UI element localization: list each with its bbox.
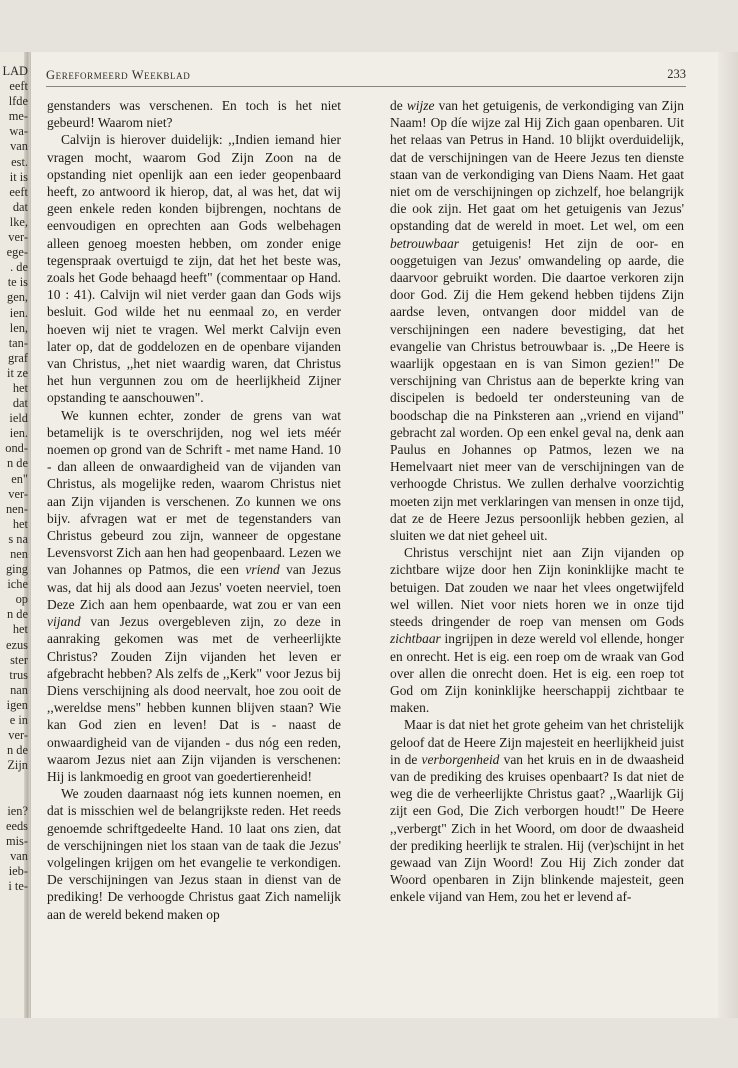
gutter-fragment: ege- [6,245,28,260]
left-column [47,97,341,923]
paragraph [390,716,684,905]
italic-text: betrouwbaar [390,235,459,251]
gutter-fragment: ezus [5,637,28,652]
italic-text: vijand [47,614,81,630]
italic-text: zichtbaar [390,631,441,647]
text-run: van Jezus overgebleven zijn, zo deze in aanraking gekomen was met de verheerlijkte Christus? Zouden Zijn vijanden het leven er afgebracht hebben? Als zelfs de ,,Kerk" voor Jezus bij Diens verschijning als dood neervalt, hoe zou ooit de ,,wereldse mens" hebben kunnen blijven staan? Wie kan God zien en leven! Dat is - naast de onwaardigheid van de vijanden - dus nóg een reden, waarom Jezus niet aan Zijn vijanden is verschenen: Hij is lankmoedig en groot van goedertierenheid! [47,614,341,784]
paragraph [390,544,684,716]
gutter-fragment: het [12,380,28,395]
gutter-fragment: en" [11,471,28,486]
gutter-fragment: ging [5,562,28,577]
gutter-fragment [0,789,28,804]
gutter-fragment: gen, [7,290,28,305]
gutter-fragment: trus [9,667,28,682]
page-shadow [718,52,738,1018]
gutter-fragment: s na [8,531,28,546]
gutter-fragment: it ze [7,365,28,380]
text-run: de [390,98,407,113]
gutter-fragment: i te- [8,879,28,894]
gutter-fragment: len, [9,320,28,335]
paragraph [47,407,341,785]
gutter-fragment: LAD [2,64,28,78]
gutter-fragment: ver- [8,728,28,743]
gutter-fragment: nen- [5,501,28,516]
gutter-fragment: van [10,139,28,154]
right-column [390,97,684,906]
paragraph: We zouden daarnaast nóg iets kunnen noemen, en dat is misschien wel de belangrijkste reden. Het reeds genoemde schriftgedeelte Hand. 10 laat ons zien, dat de verschijningen niet los staan van de taak die Jezus' volgelingen krijgen om het evangelie te verkondigen. De verschijningen van Jezus staan in dienst van de prediking! De verhoogde Christus gaat Zich namelijk aan de wereld bekend maken op [47,786,341,922]
gutter-fragment: het [12,516,28,531]
gutter-fragment: ield [9,411,28,426]
text-run: van het getuigenis, de verkondiging van Zijn Naam! Op díe wijze zal Hij Zich gaan openbaren. Uit het relaas van Petrus in Hand. 10 blijkt overduidelijk, dat de verschijningen van de Heere Jezus ten dienste staan van de verkondiging van Diens Naam. Het gaat niet om de verschijningen op zichzelf, hoe belangrijk die ook zijn. Het gaat om het getuigenis van Jezus' opstanding dat de wereld in moet. Let wel, om een [390,98,684,234]
publication-title: Gereformeerd Weekblad [46,68,191,82]
gutter-fragment: igen [6,697,28,712]
gutter-fragment: nan [10,682,28,697]
gutter-fragment: mis- [5,833,28,848]
running-header [46,66,686,87]
gutter-fragment: est. [11,154,28,169]
text-run: van Jezus was, dat hij als dood aan Jezus' voeten neerviel, toen Deze Zich aan hem openbaarde, wat zou er van een [47,562,341,612]
previous-page-text-fragments [0,64,28,894]
text-run: We kunnen echter, zonder de grens van wat betamelijk is te overschrijden, nog wel iets méér noemen op grond van de Schrift - met name Hand. 10 - dan alleen de onwaardigheid van de vijanden van Christus, als mogelijke reden, waarom Christus niet aan Zijn vijanden is verschenen. Zo kunnen we ons bijv. afvragen wat er met de tegenstanders van Christus gebeurd zou zijn, wanneer de opgestane Levensvorst Zich aan hen had geopenbaard. Lezen we van Johannes op Patmos, die een [47,407,341,578]
gutter-fragment: te is [7,275,28,290]
gutter-fragment: n de [7,456,28,471]
italic-text: wijze [406,98,435,113]
gutter-fragment: iche [7,577,28,592]
gutter-fragment: e in [9,713,28,728]
text-run: Maar is dat niet het grote geheim van het christelijk geloof dat de Heere Zijn majesteit en heerlijkheid juist in de [390,717,684,767]
gutter-fragment [0,773,28,788]
italic-text: verborgenheid [421,751,500,767]
gutter-fragment: it is [9,169,28,184]
paragraph: genstanders was verschenen. En toch is het niet gebeurd! Waarom niet? [47,98,341,131]
gutter-fragment: tan- [8,335,28,350]
gutter-fragment: graf [8,350,28,365]
italic-text: vriend [245,562,280,578]
gutter-fragment: ien. [9,305,28,320]
gutter-fragment: . de [10,260,28,275]
gutter-fragment: eeft [9,79,28,94]
gutter-fragment: ster [10,652,28,667]
paragraph: Calvijn is hierover duidelijk: ,,Indien iemand hier vragen mocht, waarom God Zijn Zoon na de opstanding niet openlijk aan een ieder geopenbaard heeft, zo antwoord ik hierop, dat, al was het, dat wij geen enkele reden konden bijbrengen, nochtans de eenvoudigen en oprechten aan Gods welbehagen alleen genoeg moesten hebben, om zonder enige tegenspraak overtuigd te zijn, dat het het beste was, zoals het Gode behaagd heeft" (commentaar op Hand. 10 : 41). Calvijn wil niet verder gaan dan Gods wijs besluit. God wilde het nu eenmaal zo, en verder hoeven wij niet te vragen. Wel merkt Calvijn even later op, dat de goddelozen en de openbare vijanden van Christus, ,,het niet waardig waren, dat Christus het hun vergunnen zou om de heerlijkheid Zijner opstanding te aanschouwen". [47,132,341,406]
gutter-fragment: n de [7,607,28,622]
gutter-fragment: ien? [7,803,28,818]
text-run: Christus verschijnt niet aan Zijn vijanden op zichtbare wijze door hen Zijn koninklijke macht te betuigen. Dat zouden we naar het vlees ongetwijfeld wel willen. Niet voor niets horen we in onze tijd steeds dringender de roep van mensen om Gods [390,545,684,630]
gutter-fragment: dat [12,396,28,411]
gutter-fragment: ond- [5,441,28,456]
page-number: 233 [667,67,686,81]
gutter-fragment: n de [7,743,28,758]
gutter-fragment: lfde [8,94,28,109]
paragraph [390,97,684,544]
previous-page-edge [0,52,31,1018]
gutter-fragment: het [12,622,28,637]
text-run: ingrijpen in deze wereld vol ellende, honger en onrecht. Het is eig. een roep om de wraak van God over allen die onrecht doen. Het is eig. een roep tot God om Zijn koninklijke heerschappij zichtbaar te maken. [390,631,684,716]
text-run: getuigenis! Het zijn de oor- en ooggetuigen van Jezus' omwandeling op aarde, die daarvoor gebruikt worden. Die daartoe verkoren zijn door God. Zij die Hem gekend hebben tijdens Zijn aardse leven, ontvangen door middel van de verschijningen een nadere bevestiging, dat het evangelie van Christus betrouwbaar is. ,,De Heere is waarlijk opgestaan en is van Simon gezien!" De verschijning van Christus aan de beperkte kring van discipelen is bedoeld ter ondersteuning van de boodschap die na Pinksteren aan ,,vriend en vijand" gebracht zal worden. Op een enkel geval na, denk aan Paulus en Johannes op Patmos, lezen we na Hemelvaart niet meer van de verschijningen van de verhoogde Christus. We zullen derhalve voorzichtig moeten zijn met verklaringen van mensen in onze tijd, dat ze de Heere Jezus persoonlijk hebben gezien, al sluiten we dat niet geheel uit. [390,235,684,544]
gutter-fragment: ieb- [8,863,28,878]
gutter-fragment: eeds [5,818,28,833]
gutter-fragment: ver- [8,486,28,501]
text-run: van het kruis en in de dwaasheid van de prediking des kruises openbaart? Is dat niet de weg die de verheerlijkte Christus gaat? ,,Waarlijk Gij zijt een God, Die Zich verborgen houdt!" De Heere ,,verbergt" Zich in het Woord, om door de dwaasheid der prediking heerlijk te stralen. Hij (ver)schijnt in het gewaad van Zijn Woord! Zou Hij Zich zonder dat Woord openbaren in Zijn blinkende majesteit, geen enkele vijand van Hem, zou het er levend af- [390,751,684,905]
gutter-fragment: nen [10,547,28,561]
gutter-fragment: ien. [9,426,28,441]
gutter-fragment: wa- [9,124,28,139]
gutter-fragment: me- [8,109,28,124]
gutter-fragment: ver- [8,230,28,245]
gutter-fragment: lke, [9,214,28,229]
gutter-fragment: dat [12,199,28,214]
gutter-fragment: op [15,592,28,607]
gutter-fragment: eeft [9,184,28,199]
gutter-fragment: van [10,848,28,863]
gutter-fragment: Zijn [7,758,28,773]
